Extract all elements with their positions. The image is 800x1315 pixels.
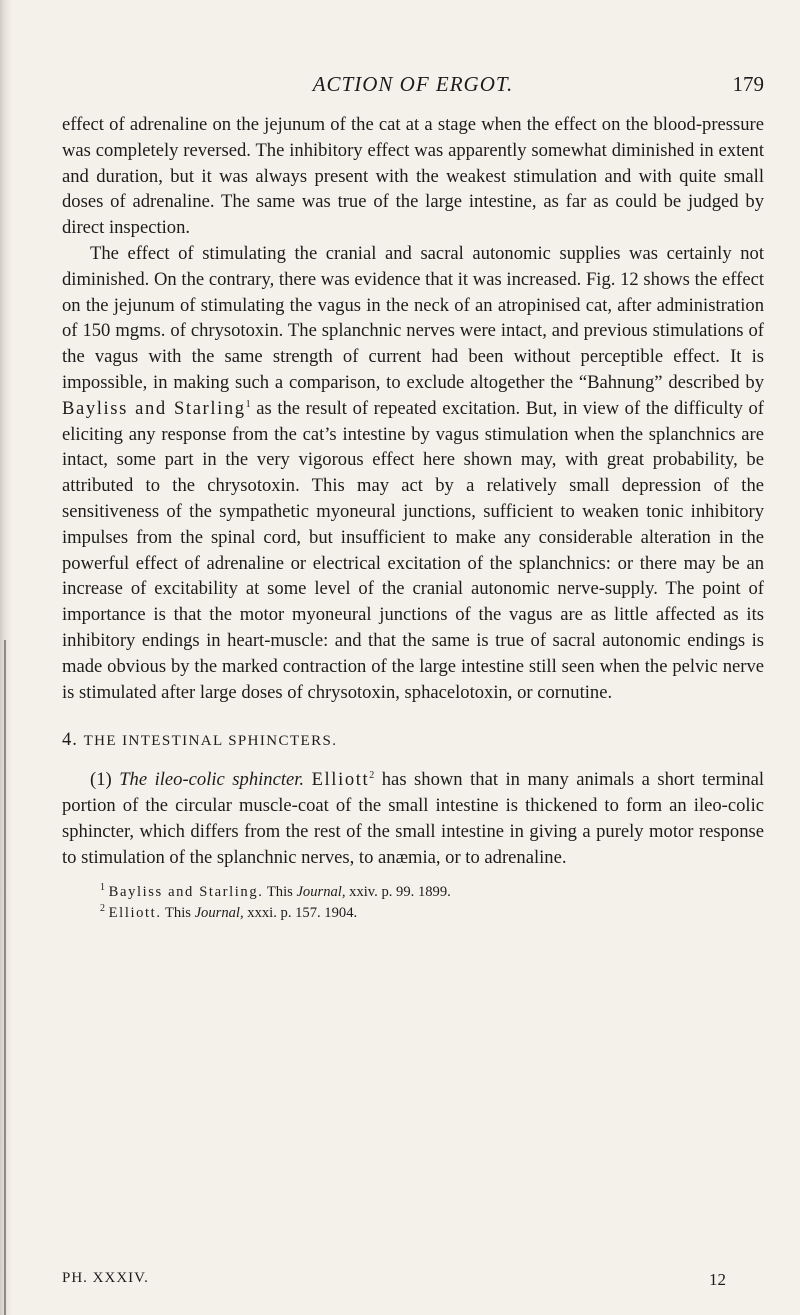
footer-sheet-number: 12: [709, 1270, 726, 1289]
footnote-author: Bayliss and Starling.: [108, 884, 264, 901]
paragraph-2-part-b: as the result of repeated excitation. But, in view of the difficulty of eliciting any response from the cat’s intestine by vagus stimulation when the splanchnics are intact, some part in the very vigorous effect here shown may, with great probability, be attributed to the chrysotoxin. This may act by a relatively small depression of the sensitiveness of the sympathetic myoneural junctions, sufficient to weaken tonic inhibitory impulses from the spinal cord, but insufficient to make any considerable alteration in the powerful effect of adrenaline or electrical excitation of the splanchnics: or there may be an increase of excitability at some level of the cranial autonomic nerve-supply. The point of importance is that the motor myoneural junctions of the vagus are as little affected as its inhibitory endings in heart-muscle: and that the same is true of sacral autonomic endings is made obvious by the marked contraction of the large intestine still seen when the pelvic nerve is stimulated after large doses of chrysotoxin, sphacelotoxin, or cornutine.: [62, 397, 764, 703]
footnote-journal: Journal,: [194, 905, 244, 922]
footnote-journal: Journal,: [296, 884, 346, 901]
paragraph-3: [62, 767, 764, 870]
page-number: 179: [732, 72, 764, 96]
footnote-reference: xxxi. p. 157. 1904.: [243, 905, 358, 922]
footnote-ref-2[interactable]: 2: [369, 769, 375, 781]
page-edge-shadow: [0, 0, 12, 1315]
section-heading: [62, 727, 764, 755]
section-title: THE INTESTINAL SPHINCTERS.: [83, 733, 338, 750]
footnotes: [100, 882, 764, 924]
footnote-ref-1[interactable]: 1: [245, 398, 251, 410]
citation-elliott: Elliott: [311, 769, 370, 791]
footnote-reference: xxiv. p. 99. 1899.: [345, 884, 451, 901]
running-title: ACTION OF ERGOT.: [312, 72, 514, 96]
running-header: [62, 72, 764, 102]
footnote-text: This: [161, 905, 195, 922]
footnote-1: [100, 882, 764, 903]
citation-bayliss-starling: Bayliss and Starling: [62, 397, 246, 419]
paragraph-3-text: has shown that in many animals a short terminal portion of the circular muscle-coat of the small intestine is thickened to form an ileo-colic sphincter, which differs from the rest of the small intestine in giving a purely motor response to stimulation of the splanchnic nerves, to anæmia, or to adrenaline.: [62, 769, 764, 868]
footnote-mark: 2: [100, 903, 105, 915]
footnote-mark: 1: [100, 882, 105, 894]
paragraph-1: effect of adrenaline on the jejunum of the cat at a stage when the effect on the blood-pressure was completely reversed. The inhibitory effect was apparently somewhat diminished in extent and duration, but it was always present with the weakest stimulation and with quite small doses of adrenaline. The same was true of the large intestine, as far as could be judged by direct inspection.: [62, 114, 764, 239]
footnote-text: This: [263, 884, 297, 901]
page-footer: [62, 1270, 764, 1294]
page-edge-line: [4, 640, 6, 1315]
subsection-title: The ileo-colic sphincter.: [119, 769, 305, 791]
paragraph-2-part-a: The effect of stimulating the cranial and sacral autonomic supplies was certainly not diminished. On the contrary, there was evidence that it was increased. Fig. 12 shows the effect on the jejunum of stimulating the vagus in the neck of an atropinised cat, after administration of 150 mgms. of chrysotoxin. The splanchnic nerves were intact, and previous stimulations of the vagus with the same strength of current had been without perceptible effect. It is impossible, in making such a comparison, to exclude altogether the “Bahnung” described by: [62, 242, 764, 393]
subsection-number: (1): [90, 769, 112, 791]
footer-signature: PH. XXXIV.: [62, 1270, 149, 1286]
body-text: [62, 112, 764, 924]
footnote-author: Elliott.: [108, 905, 162, 922]
section-number: 4.: [62, 729, 78, 751]
footnote-2: [100, 903, 764, 924]
paragraph-2: [62, 241, 764, 705]
